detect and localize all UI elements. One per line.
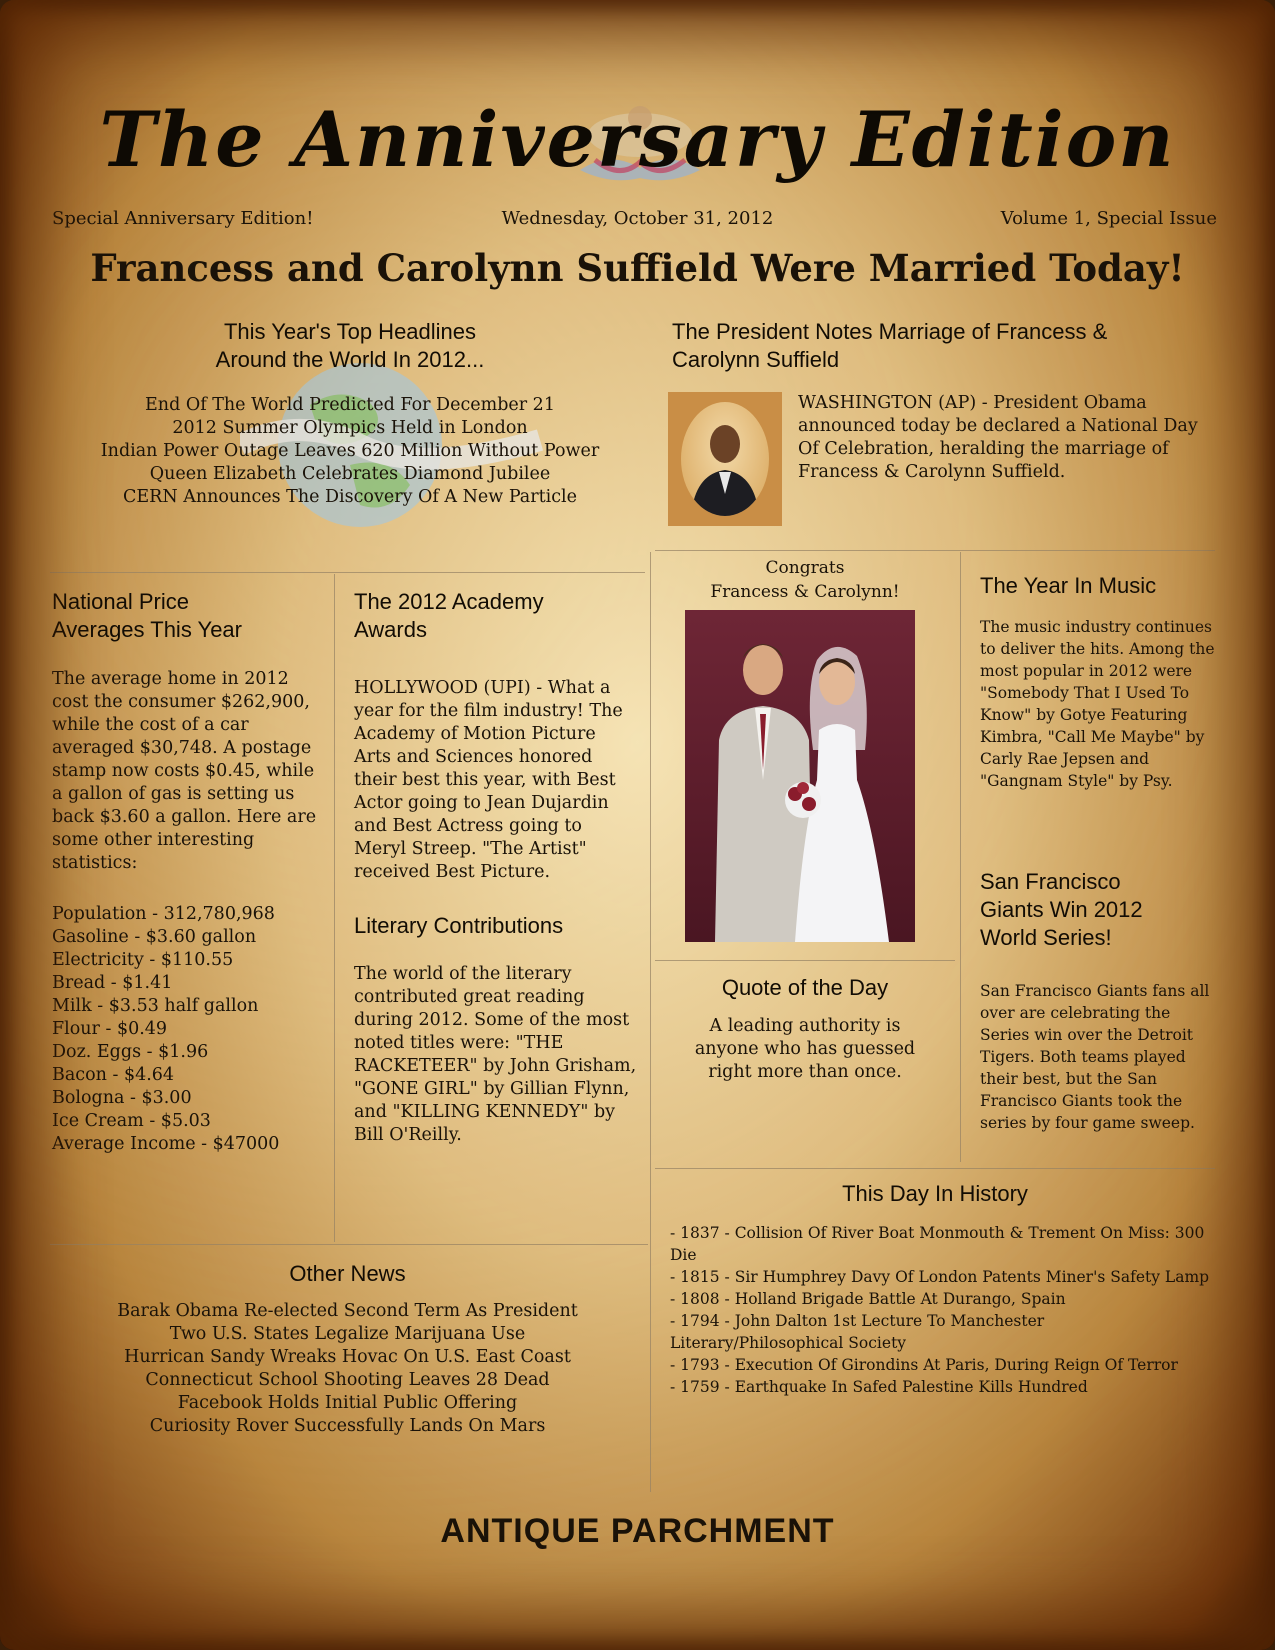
music-title: The Year In Music	[980, 573, 1157, 598]
list-item: - 1793 - Execution Of Girondins At Paris, During Reign Of Terror	[670, 1356, 1178, 1374]
top-headlines-list	[55, 394, 645, 509]
list-item: Two U.S. States Legalize Marijuana Use	[169, 1324, 526, 1344]
congrats-line2: Francess & Carolynn!	[710, 582, 900, 602]
academy-title	[354, 588, 634, 644]
prices-list	[52, 903, 324, 1156]
list-item: - 1837 - Collision Of River Boat Monmouth & Trement On Miss: 300 Die	[670, 1224, 1205, 1264]
prices-intro: The average home in 2012 cost the consumer $262,900, while the cost of a car averaged $30,748. A postage stamp now costs $0.45, while a gallon of gas is setting us back $3.60 a gallon. Here are some other interesting statistics:	[52, 669, 317, 873]
music-body: The music industry continues to deliver the hits. Among the most popular in 2012 were "Somebody That I Used To Know" by Gotye Featuring Kimbra, "Call Me Maybe" by Carly Rae Jepsen and "Gangnam Style" by Psy.	[980, 618, 1215, 790]
list-item: CERN Announces The Discovery Of A New Particle	[122, 487, 577, 507]
other-news-list	[50, 1300, 645, 1438]
list-item: 2012 Summer Olympics Held in London	[172, 418, 528, 438]
academy-title-line2: Awards	[354, 617, 427, 642]
list-item: - 1794 - John Dalton 1st Lecture To Manchester Literary/Philosophical Society	[670, 1312, 1045, 1352]
academy-body: HOLLYWOOD (UPI) - What a year for the film industry! The Academy of Motion Picture Arts and Sciences honored their best this year, with Best Actor going to Jean Dujardin and Best Actress going to Meryl Streep. "The Artist" received Best Picture.	[354, 678, 623, 882]
literary-body: The world of the literary contributed great reading during 2012. Some of the most noted titles were: "THE RACKETEER" by John Grisham, "GONE GIRL" by Gillian Flynn, and "KILLING KENNEDY" by Bill O'Reilly.	[354, 964, 637, 1145]
giants-title-line3: World Series!	[980, 925, 1112, 950]
top-headlines-title	[60, 318, 640, 374]
list-item: Indian Power Outage Leaves 620 Million Without Power	[100, 441, 600, 461]
list-item: - 1759 - Earthquake In Safed Palestine Kills Hundred	[670, 1378, 1088, 1396]
quote-title: Quote of the Day	[721, 975, 889, 1000]
list-item: Electricity - $110.55	[52, 950, 234, 970]
list-item: Bacon - $4.64	[52, 1065, 175, 1085]
giants-body: San Francisco Giants fans all over are celebrating the Series win over the Detroit Tigers. Both teams played their best, but the San Francisco Giants took the series by four game sweep.	[980, 982, 1210, 1132]
president-title	[672, 318, 1232, 374]
president-portrait	[668, 392, 782, 526]
quote-body: A leading authority is anyone who has guessed right more than once.	[694, 1016, 916, 1082]
history-list	[670, 1222, 1210, 1398]
couple-icon	[685, 610, 915, 942]
list-item: Bread - $1.41	[52, 973, 173, 993]
list-item: Flour - $0.49	[52, 1019, 168, 1039]
divider	[655, 1168, 1215, 1169]
list-item: Population - 312,780,968	[52, 904, 275, 924]
list-item: Connecticut School Shooting Leaves 28 Dead	[145, 1370, 550, 1390]
president-body: WASHINGTON (AP) - President Obama announced today be declared a National Day Of Celebration, heralding the marriage of Francess & Carolynn Suffield.	[798, 393, 1198, 482]
footer-label: ANTIQUE PARCHMENT	[440, 1512, 835, 1550]
list-item: Average Income - $47000	[52, 1134, 280, 1154]
list-item: Bologna - $3.00	[52, 1088, 192, 1108]
other-news-title: Other News	[289, 1261, 406, 1286]
masthead-title: The Anniversary Edition	[99, 95, 1176, 184]
person-icon	[681, 402, 769, 516]
volume-label: Volume 1, Special Issue	[1000, 208, 1217, 229]
portrait-oval	[681, 402, 769, 516]
prices-title	[52, 588, 327, 644]
history-title: This Day In History	[842, 1181, 1028, 1206]
divider	[655, 960, 955, 961]
giants-title-line1: San Francisco	[980, 869, 1121, 894]
literary-title: Literary Contributions	[354, 913, 564, 938]
prices-title-line1: National Price	[52, 589, 189, 614]
giants-title	[980, 868, 1240, 952]
divider	[655, 550, 1215, 551]
list-item: Facebook Holds Initial Public Offering	[177, 1393, 518, 1413]
main-headline: Francess and Carolynn Suffield Were Married Today!	[90, 246, 1185, 290]
wedding-photo	[685, 610, 915, 942]
list-item: End Of The World Predicted For December 21	[145, 395, 555, 415]
list-item: - 1808 - Holland Brigade Battle At Durango, Spain	[670, 1290, 1066, 1308]
top-headlines-title-line2: Around the World In 2012...	[215, 347, 485, 372]
divider	[960, 552, 961, 1162]
academy-title-line1: The 2012 Academy	[354, 589, 544, 614]
congrats-caption	[655, 556, 955, 604]
list-item: Curiosity Rover Successfully Lands On Mars	[149, 1416, 546, 1436]
list-item: Milk - $3.53 half gallon	[52, 996, 259, 1016]
issue-date: Wednesday, October 31, 2012	[501, 208, 774, 229]
divider	[50, 572, 645, 573]
president-title-line1: The President Notes Marriage of Francess &	[672, 319, 1108, 344]
president-title-line2: Carolynn Suffield	[672, 347, 840, 372]
divider	[50, 1244, 648, 1245]
giants-title-line2: Giants Win 2012	[980, 897, 1143, 922]
top-headlines-title-line1: This Year's Top Headlines	[223, 319, 477, 344]
divider	[334, 574, 335, 1242]
list-item: Ice Cream - $5.03	[52, 1111, 211, 1131]
list-item: Doz. Eggs - $1.96	[52, 1042, 209, 1062]
divider	[650, 552, 651, 1492]
list-item: Hurrican Sandy Wreaks Hovac On U.S. East Coast	[124, 1347, 571, 1367]
congrats-line1: Congrats	[765, 558, 845, 578]
list-item: Gasoline - $3.60 gallon	[52, 927, 257, 947]
edition-label: Special Anniversary Edition!	[52, 208, 314, 229]
prices-title-line2: Averages This Year	[52, 617, 242, 642]
list-item: Barak Obama Re-elected Second Term As President	[117, 1301, 578, 1321]
list-item: Queen Elizabeth Celebrates Diamond Jubilee	[149, 464, 551, 484]
list-item: - 1815 - Sir Humphrey Davy Of London Patents Miner's Safety Lamp	[670, 1268, 1210, 1286]
